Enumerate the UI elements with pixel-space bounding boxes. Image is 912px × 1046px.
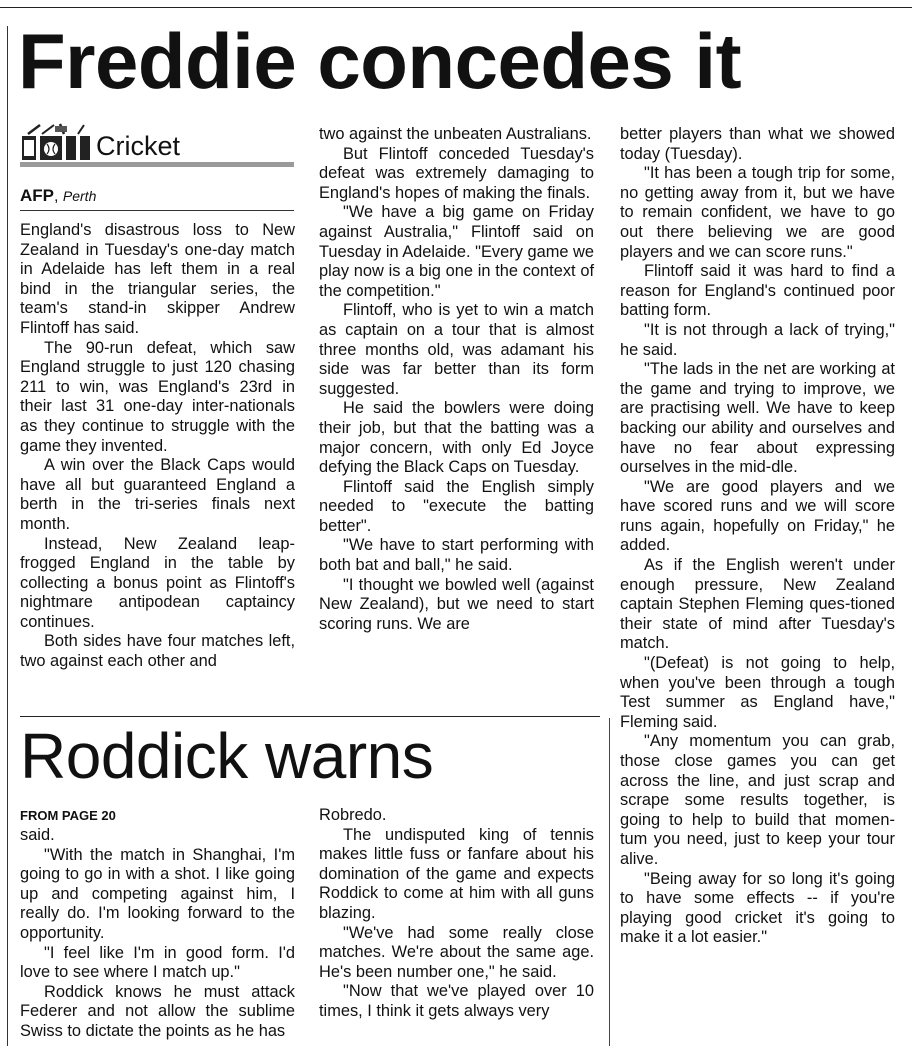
- paragraph: "(Defeat) is not going to help, when you've been through a tough Test summer as England have," Fleming said.: [620, 654, 895, 731]
- left-column-rule: [7, 26, 8, 1046]
- article2-column-1: [20, 826, 295, 1042]
- paragraph: "I feel like I'm in good form. I'd love to see where I match up.": [20, 943, 295, 982]
- paragraph: Flintoff said the English simply needed to "execute the batting better".: [319, 477, 594, 535]
- article-divider: [20, 716, 600, 717]
- paragraph: "With the match in Shanghai, I'm going to go in with a shot. I like going up and competing against him, I really do. I'm looking forward to the opportunity.: [20, 845, 295, 942]
- section-tag: [20, 122, 295, 166]
- paragraph: said.: [20, 826, 55, 844]
- paragraph: "We are good players and we have scored runs and we will score runs again, hopefully on Friday," he added.: [620, 477, 895, 555]
- article2-column-2: [319, 806, 594, 1022]
- byline-location: Perth: [62, 188, 97, 204]
- paragraph: "Now that we've played over 10 times, I think it gets always very: [319, 982, 594, 1020]
- headline-freddie: Freddie concedes it: [18, 17, 742, 105]
- byline-rule: [20, 210, 294, 211]
- paragraph: England's disastrous loss to New Zealand in Tuesday's one-day match in Adelaide has left them in a real bind in the triangular series, the team's stand-in skipper Andrew Flintoff has said.: [20, 221, 295, 337]
- paragraph: "The lads in the net are working at the game and trying to improve, we are practising well. We have to keep backing our ability and ourselves and have no fear about expressing ourselves in the mid-dle.: [620, 360, 895, 477]
- byline-agency: AFP: [20, 186, 54, 205]
- paragraph: Roddick knows he must attack Federer and not allow the sublime Swiss to dictate the points as he has: [20, 982, 295, 1040]
- paragraph: "We have a big game on Friday against Australia," Flintoff said on Tuesday in Adelaide. "Every game we play now is a big one in the context of the competition.": [319, 203, 594, 300]
- paragraph: Instead, New Zealand leap-frogged England in the table by collecting a bonus point as Flintoff's nightmare antipodean captaincy continues.: [20, 534, 295, 631]
- section-label: Cricket: [96, 131, 181, 161]
- paragraph: two against the unbeaten Australians.: [319, 125, 592, 143]
- cricket-icon: [20, 122, 92, 162]
- paragraph: As if the English weren't under enough pressure, New Zealand captain Stephen Fleming ques-tioned their state of mind after Tuesday's match.: [620, 556, 895, 653]
- paragraph: Robredo.: [319, 806, 387, 824]
- article1-column-2: [319, 125, 594, 634]
- paragraph: "It is not through a lack of trying," he said.: [620, 320, 895, 359]
- top-rule: [0, 7, 912, 8]
- paragraph: "We've had some really close matches. We're about the same age. He's been number one," he said.: [319, 923, 594, 981]
- headline-roddick: Roddick warns: [20, 720, 434, 792]
- article1-column-1: [20, 221, 295, 672]
- paragraph: A win over the Black Caps would have all but guaranteed England a berth in the tri-series finals next month.: [20, 456, 295, 533]
- paragraph: He said the bowlers were doing their job, but that the batting was a major concern, with only Ed Joyce defying the Black Caps on Tuesday.: [319, 399, 594, 477]
- from-page-label: FROM PAGE 20: [20, 808, 116, 823]
- paragraph: "It has been a tough trip for some, no getting away from it, but we have to remain confident, we have to go out there believing we are good players and we can score runs.": [620, 164, 895, 261]
- section-bar: [20, 162, 294, 167]
- paragraph: The undisputed king of tennis makes little fuss or fanfare about his domination of the game and expects Roddick to come at him with all guns blazing.: [319, 825, 594, 922]
- paragraph: "Being away for so long it's going to have some effects -- if you're playing good cricket it's going to make it a lot easier.": [620, 869, 895, 947]
- column-divider: [609, 718, 610, 1046]
- paragraph: Both sides have four matches left, two against each other and: [20, 632, 295, 671]
- paragraph: The 90-run defeat, which saw England struggle to just 120 chasing 211 to win, was England's 23rd in their last 31 one-day inter-nationals as they continue to struggle with the game they invented.: [20, 338, 295, 455]
- paragraph: better players than what we showed today (Tuesday).: [620, 125, 895, 163]
- paragraph: "We have to start performing with both bat and ball," he said.: [319, 536, 594, 575]
- byline: AFP, Perth: [20, 186, 97, 205]
- paragraph: "I thought we bowled well (against New Zealand), but we need to start scoring runs. We are: [319, 575, 594, 633]
- paragraph: Flintoff said it was hard to find a reason for England's continued poor batting form.: [620, 262, 895, 320]
- article1-column-3: [620, 125, 895, 948]
- paragraph: But Flintoff conceded Tuesday's defeat was extremely damaging to England's hopes of making the finals.: [319, 144, 594, 202]
- paragraph: Flintoff, who is yet to win a match as captain on a tour that is almost three months old, was adamant his side was far better than its form suggested.: [319, 301, 594, 398]
- paragraph: "Any momentum you can grab, those close games you can get across the line, and just scrap and scrape some results together, is going to help to build that momen-tum you need, just to keep your tour alive.: [620, 732, 895, 868]
